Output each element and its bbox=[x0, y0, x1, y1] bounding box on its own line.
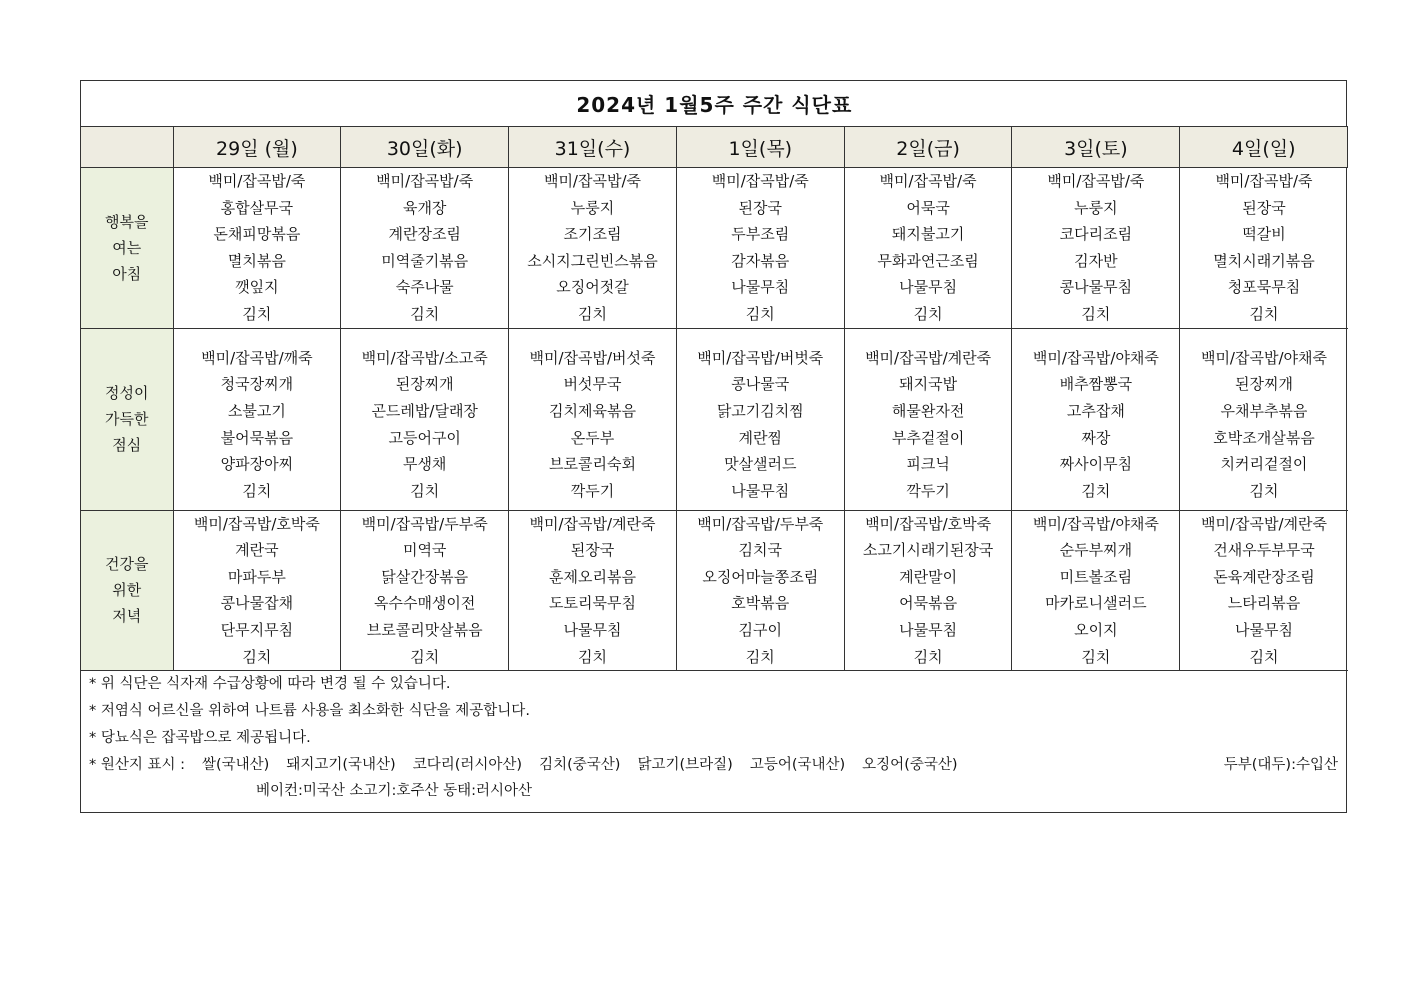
menu-item: 육개장 bbox=[402, 198, 447, 217]
menu-item: 김치 bbox=[1249, 481, 1279, 500]
menu-item: 백미/잡곡밥/계란죽 bbox=[529, 514, 656, 533]
menu-item: 백미/잡곡밥/버섯죽 bbox=[529, 348, 656, 367]
menu-item: 백미/잡곡밥/호박죽 bbox=[865, 514, 992, 533]
weekly-menu-document bbox=[80, 80, 1347, 813]
meal-label-line: 위한 bbox=[112, 581, 142, 600]
menu-item: 감자볶음 bbox=[731, 251, 790, 270]
origin-second-line: 베이컨:미국산 소고기:호주산 동태:러시아산 bbox=[256, 783, 532, 800]
menu-item: 멸치볶음 bbox=[227, 251, 286, 270]
menu-item: 콩나물무침 bbox=[1059, 278, 1133, 297]
menu-cell bbox=[844, 328, 1012, 510]
menu-table bbox=[81, 81, 1348, 671]
origin-items bbox=[202, 757, 975, 773]
meal-label bbox=[81, 328, 173, 510]
menu-title: 2024년 1월5주 주간 식단표 bbox=[81, 81, 1348, 127]
meal-label-line: 점심 bbox=[112, 436, 142, 455]
menu-item: 나물무침 bbox=[731, 278, 790, 297]
menu-item: 백미/잡곡밥/두부죽 bbox=[697, 514, 824, 533]
menu-cell bbox=[173, 168, 341, 329]
note-line: * 위 식단은 식자재 수급상황에 따라 변경 될 수 있습니다. bbox=[89, 676, 451, 693]
menu-item: 치커리겉절이 bbox=[1220, 455, 1308, 474]
menu-item: 김치 bbox=[1249, 304, 1279, 323]
menu-item: 배추짬뽕국 bbox=[1059, 375, 1133, 394]
menu-item: 백미/잡곡밥/계란죽 bbox=[865, 348, 992, 367]
menu-item: 고등어구이 bbox=[388, 428, 461, 447]
menu-item: 돼지불고기 bbox=[891, 225, 965, 244]
menu-item: 호박조개살볶음 bbox=[1213, 428, 1315, 447]
menu-item: 홍합살무국 bbox=[220, 198, 294, 217]
menu-item: 깍두기 bbox=[906, 481, 950, 500]
menu-item: 김자반 bbox=[1074, 251, 1118, 270]
menu-cell bbox=[676, 328, 844, 510]
menu-cell bbox=[1180, 328, 1348, 510]
menu-item: 돈육계란장조림 bbox=[1213, 567, 1315, 586]
menu-item: 나물무침 bbox=[731, 481, 790, 500]
menu-item: 된장찌개 bbox=[1234, 375, 1293, 394]
menu-item: 짜사이무침 bbox=[1059, 455, 1133, 474]
menu-item: 백미/잡곡밥/죽 bbox=[1047, 172, 1145, 190]
meal-label bbox=[81, 168, 173, 329]
menu-item: 김구이 bbox=[738, 620, 783, 639]
menu-item: 김치 bbox=[745, 647, 775, 666]
menu-item: 나물무침 bbox=[899, 620, 958, 639]
menu-item: 콩나물국 bbox=[731, 375, 790, 394]
menu-item: 청포묵무침 bbox=[1227, 278, 1301, 297]
menu-item: 백미/잡곡밥/호박죽 bbox=[193, 514, 320, 533]
menu-item: 백미/잡곡밥/야채죽 bbox=[1032, 514, 1159, 533]
menu-item: 순두부찌개 bbox=[1059, 541, 1133, 560]
menu-item: 훈제오리볶음 bbox=[549, 567, 636, 586]
menu-item: 오징어마늘쫑조림 bbox=[702, 567, 819, 586]
menu-item: 백미/잡곡밥/죽 bbox=[376, 172, 474, 190]
menu-item: 마카로니샐러드 bbox=[1045, 594, 1147, 613]
menu-item: 깻잎지 bbox=[235, 278, 279, 297]
menu-item: 건새우두부무국 bbox=[1213, 541, 1315, 560]
day-header-row bbox=[81, 127, 1348, 168]
corner-cell bbox=[81, 127, 173, 168]
menu-cell bbox=[173, 510, 341, 671]
menu-item: 우채부추볶음 bbox=[1220, 401, 1308, 420]
menu-item: 계란찜 bbox=[738, 428, 783, 447]
menu-item: 계란장조림 bbox=[388, 225, 461, 244]
origin-prefix: * 원산지 표시 : bbox=[89, 756, 185, 773]
menu-item: 어묵볶음 bbox=[899, 594, 958, 613]
menu-item: 소불고기 bbox=[227, 401, 286, 420]
menu-cell bbox=[341, 328, 509, 510]
menu-item: 김치 bbox=[913, 304, 943, 323]
menu-item: 김치 bbox=[410, 647, 440, 666]
menu-item: 청국장찌개 bbox=[220, 375, 294, 394]
menu-item: 오이지 bbox=[1074, 620, 1118, 639]
menu-item: 해물완자전 bbox=[891, 401, 965, 420]
menu-item: 김치 bbox=[913, 647, 943, 666]
origin-item: 코다리(러시아산) bbox=[412, 756, 523, 773]
menu-item: 김치국 bbox=[738, 541, 783, 560]
menu-item: 백미/잡곡밥/계란죽 bbox=[1200, 514, 1327, 533]
meal-row-lunch bbox=[81, 328, 1348, 510]
menu-item: 콩나물잡채 bbox=[220, 594, 294, 613]
origin-extra: 두부(대두):수입산 bbox=[1223, 756, 1338, 773]
menu-item: 맛살샐러드 bbox=[724, 455, 797, 474]
menu-item: 백미/잡곡밥/죽 bbox=[879, 172, 977, 190]
menu-cell bbox=[173, 328, 341, 510]
menu-item: 백미/잡곡밥/야채죽 bbox=[1032, 348, 1159, 367]
origin-item: 쌀(국내산) bbox=[202, 756, 270, 773]
menu-item: 느타리볶음 bbox=[1227, 594, 1301, 613]
menu-item: 마파두부 bbox=[227, 567, 286, 586]
menu-item: 계란국 bbox=[235, 541, 279, 560]
menu-item: 오징어젓갈 bbox=[556, 278, 629, 297]
menu-cell bbox=[844, 168, 1012, 329]
menu-item: 돈채피망볶음 bbox=[213, 225, 301, 244]
menu-cell bbox=[676, 168, 844, 329]
menu-item: 숙주나물 bbox=[395, 278, 454, 297]
origin-item: 오징어(중국산) bbox=[862, 756, 958, 773]
meal-label-line: 아침 bbox=[112, 264, 142, 283]
menu-item: 버섯무국 bbox=[563, 375, 622, 394]
menu-item: 김치 bbox=[578, 647, 607, 666]
menu-item: 브로콜리맛살볶음 bbox=[366, 620, 483, 639]
menu-item: 김치 bbox=[745, 304, 775, 323]
menu-cell bbox=[1012, 328, 1180, 510]
menu-item: 김치 bbox=[242, 481, 272, 500]
menu-item: 코다리조림 bbox=[1059, 225, 1133, 244]
menu-item: 두부조림 bbox=[731, 225, 790, 244]
menu-item: 백미/잡곡밥/두부죽 bbox=[361, 514, 488, 533]
menu-item: 계란말이 bbox=[899, 567, 958, 586]
menu-item: 백미/잡곡밥/죽 bbox=[208, 172, 306, 190]
menu-item: 김치 bbox=[410, 304, 440, 323]
menu-item: 조기조림 bbox=[563, 225, 622, 244]
menu-item: 떡갈비 bbox=[1242, 225, 1286, 244]
day-header: 3일(토) bbox=[1012, 127, 1180, 168]
menu-item: 미역줄기볶음 bbox=[381, 251, 469, 270]
day-header: 29일 (월) bbox=[173, 127, 341, 168]
origin-line bbox=[89, 752, 1338, 779]
menu-cell bbox=[844, 510, 1012, 671]
menu-item: 어묵국 bbox=[906, 198, 950, 217]
meal-label-line: 행복을 bbox=[105, 212, 149, 231]
menu-item: 도토리묵무침 bbox=[549, 594, 636, 613]
menu-item: 무화과연근조림 bbox=[877, 251, 979, 270]
menu-item: 미역국 bbox=[402, 541, 447, 560]
menu-item: 김치 bbox=[1081, 304, 1111, 323]
meal-label bbox=[81, 510, 173, 671]
menu-item: 나물무침 bbox=[1234, 620, 1293, 639]
menu-item: 부추겉절이 bbox=[891, 428, 965, 447]
menu-cell bbox=[509, 168, 677, 329]
menu-item: 백미/잡곡밥/소고죽 bbox=[361, 348, 488, 367]
notes-section bbox=[81, 671, 1346, 805]
menu-item: 옥수수매생이전 bbox=[373, 594, 476, 613]
menu-cell bbox=[1012, 510, 1180, 671]
day-header: 4일(일) bbox=[1180, 127, 1348, 168]
menu-cell bbox=[1012, 168, 1180, 329]
menu-item: 김치 bbox=[578, 304, 607, 323]
menu-item: 백미/잡곡밥/죽 bbox=[1215, 172, 1313, 190]
origin-item: 김치(중국산) bbox=[539, 756, 621, 773]
note-line: * 당뇨식은 잡곡밥으로 제공됩니다. bbox=[89, 729, 311, 746]
origin-item: 돼지고기(국내산) bbox=[286, 756, 396, 773]
menu-item: 닭살간장볶음 bbox=[381, 567, 469, 586]
origin-item: 닭고기(브라질) bbox=[637, 756, 733, 773]
meal-label-line: 건강을 bbox=[105, 555, 149, 574]
menu-item: 김치제육볶음 bbox=[549, 401, 636, 420]
menu-item: 누룽지 bbox=[1074, 198, 1118, 217]
menu-cell bbox=[509, 510, 677, 671]
menu-cell bbox=[509, 328, 677, 510]
menu-item: 깍두기 bbox=[570, 481, 615, 500]
menu-item: 된장국 bbox=[570, 541, 615, 560]
menu-item: 백미/잡곡밥/깨죽 bbox=[201, 348, 313, 367]
menu-item: 피크닉 bbox=[906, 455, 950, 474]
meal-label-line: 저녁 bbox=[112, 607, 142, 626]
menu-cell bbox=[341, 510, 509, 671]
menu-item: 김치 bbox=[242, 647, 272, 666]
menu-item: 소고기시래기된장국 bbox=[862, 541, 994, 560]
menu-item: 양파장아찌 bbox=[220, 455, 294, 474]
menu-item: 닭고기김치찜 bbox=[716, 401, 804, 420]
day-header: 2일(금) bbox=[844, 127, 1012, 168]
menu-item: 김치 bbox=[410, 481, 440, 500]
meal-label-line: 여는 bbox=[112, 238, 142, 257]
menu-cell bbox=[1180, 510, 1348, 671]
menu-item: 누룽지 bbox=[570, 198, 615, 217]
menu-item: 나물무침 bbox=[563, 620, 622, 639]
menu-item: 나물무침 bbox=[899, 278, 958, 297]
menu-item: 고추잡채 bbox=[1066, 401, 1125, 420]
day-header: 31일(수) bbox=[509, 127, 677, 168]
menu-item: 백미/잡곡밥/야채죽 bbox=[1200, 348, 1327, 367]
menu-item: 불어묵볶음 bbox=[220, 428, 294, 447]
menu-item: 브로콜리숙회 bbox=[549, 455, 636, 474]
note-line: * 저염식 어르신을 위하여 나트륨 사용을 최소화한 식단을 제공합니다. bbox=[89, 702, 530, 719]
menu-item: 김치 bbox=[1081, 647, 1111, 666]
meal-label-line: 정성이 bbox=[105, 384, 149, 403]
menu-item: 된장찌개 bbox=[395, 375, 454, 394]
menu-item: 백미/잡곡밥/버벗죽 bbox=[697, 348, 824, 367]
menu-item: 미트볼조림 bbox=[1059, 567, 1133, 586]
menu-item: 돼지국밥 bbox=[899, 375, 958, 394]
menu-item: 된장국 bbox=[738, 198, 783, 217]
menu-item: 김치 bbox=[242, 304, 272, 323]
menu-item: 호박볶음 bbox=[731, 594, 790, 613]
menu-item: 온두부 bbox=[570, 428, 615, 447]
origin-item: 고등어(국내산) bbox=[749, 756, 846, 773]
day-header: 1일(목) bbox=[676, 127, 844, 168]
menu-item: 김치 bbox=[1249, 647, 1279, 666]
menu-item: 단무지무침 bbox=[220, 620, 294, 639]
menu-item: 백미/잡곡밥/죽 bbox=[711, 172, 809, 190]
menu-item: 소시지그린빈스볶음 bbox=[527, 251, 658, 270]
menu-item: 멸치시래기볶음 bbox=[1213, 251, 1315, 270]
menu-item: 김치 bbox=[1081, 481, 1111, 500]
meal-label-line: 가득한 bbox=[105, 410, 149, 429]
menu-item: 곤드레밥/달래장 bbox=[371, 401, 478, 420]
menu-cell bbox=[676, 510, 844, 671]
menu-item: 무생채 bbox=[402, 455, 447, 474]
menu-item: 된장국 bbox=[1242, 198, 1286, 217]
day-header: 30일(화) bbox=[341, 127, 509, 168]
meal-row-dinner bbox=[81, 510, 1348, 671]
meal-row-breakfast bbox=[81, 168, 1348, 329]
menu-cell bbox=[1180, 168, 1348, 329]
menu-item: 백미/잡곡밥/죽 bbox=[543, 172, 642, 190]
menu-item: 짜장 bbox=[1081, 428, 1111, 447]
menu-cell bbox=[341, 168, 509, 329]
